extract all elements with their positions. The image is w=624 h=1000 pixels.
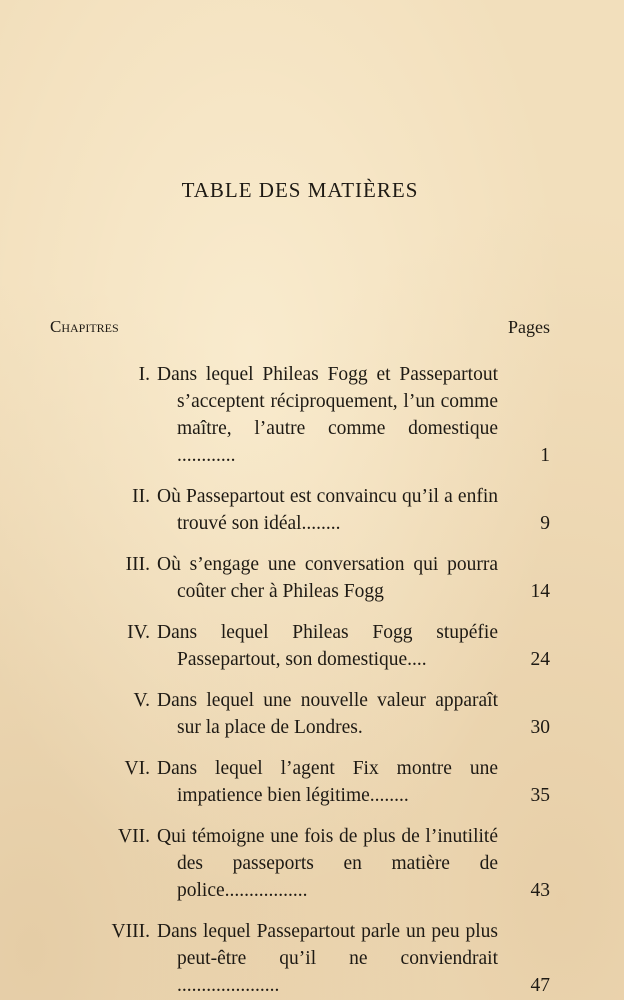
page-number: 1 — [540, 445, 550, 466]
chapter-title: Dans lequel Phileas Fogg et Passepartout s’acceptent réciproquement, l’un comme maître, l’autre comme domestique ............ — [157, 364, 498, 466]
toc-entry — [0, 619, 624, 673]
chapter-number: VI. — [124, 758, 150, 779]
page-number: 35 — [530, 785, 550, 806]
chapter-number: II. — [132, 486, 150, 507]
chapter-number: VIII. — [111, 921, 150, 942]
table-of-contents — [0, 361, 624, 999]
toc-entry — [0, 483, 624, 537]
chapter-number: VII. — [118, 826, 150, 847]
page-number: 9 — [540, 513, 550, 534]
chapter-title: Dans lequel une nouvelle valeur apparaît sur la place de Londres. — [157, 690, 498, 738]
page-title: TABLE DES MATIÈRES — [181, 178, 419, 202]
chapter-number: I. — [138, 364, 150, 385]
page-number: 24 — [530, 649, 550, 670]
page-number: 43 — [530, 880, 550, 901]
chapter-title: Où s’engage une conversation qui pourra coûter cher à Phileas Fogg — [157, 554, 498, 602]
chapters-column-header: Chapitres — [50, 317, 119, 336]
chapter-number: IV. — [127, 622, 150, 643]
chapter-title: Dans lequel Passepartout parle un peu plus peut-être qu’il ne conviendrait ..................... — [157, 921, 498, 996]
toc-entry — [0, 918, 624, 999]
chapter-number: III. — [125, 554, 150, 575]
page-number: 30 — [530, 717, 550, 738]
toc-entry — [0, 755, 624, 809]
page-number: 14 — [530, 581, 550, 602]
toc-entry — [0, 687, 624, 741]
chapter-title: Qui témoigne une fois de plus de l’inutilité des passeports en matière de police................. — [157, 826, 498, 901]
chapter-number: V. — [133, 690, 150, 711]
chapter-title: Où Passepartout est convaincu qu’il a enfin trouvé son idéal........ — [157, 486, 498, 534]
pages-column-header: Pages — [508, 317, 550, 337]
toc-entry — [0, 361, 624, 469]
chapter-title: Dans lequel l’agent Fix montre une impatience bien légitime........ — [157, 758, 498, 806]
page-number: 47 — [530, 975, 550, 996]
toc-entry — [0, 551, 624, 605]
chapter-title: Dans lequel Phileas Fogg stupéfie Passepartout, son domestique.... — [157, 622, 498, 670]
toc-entry — [0, 823, 624, 904]
